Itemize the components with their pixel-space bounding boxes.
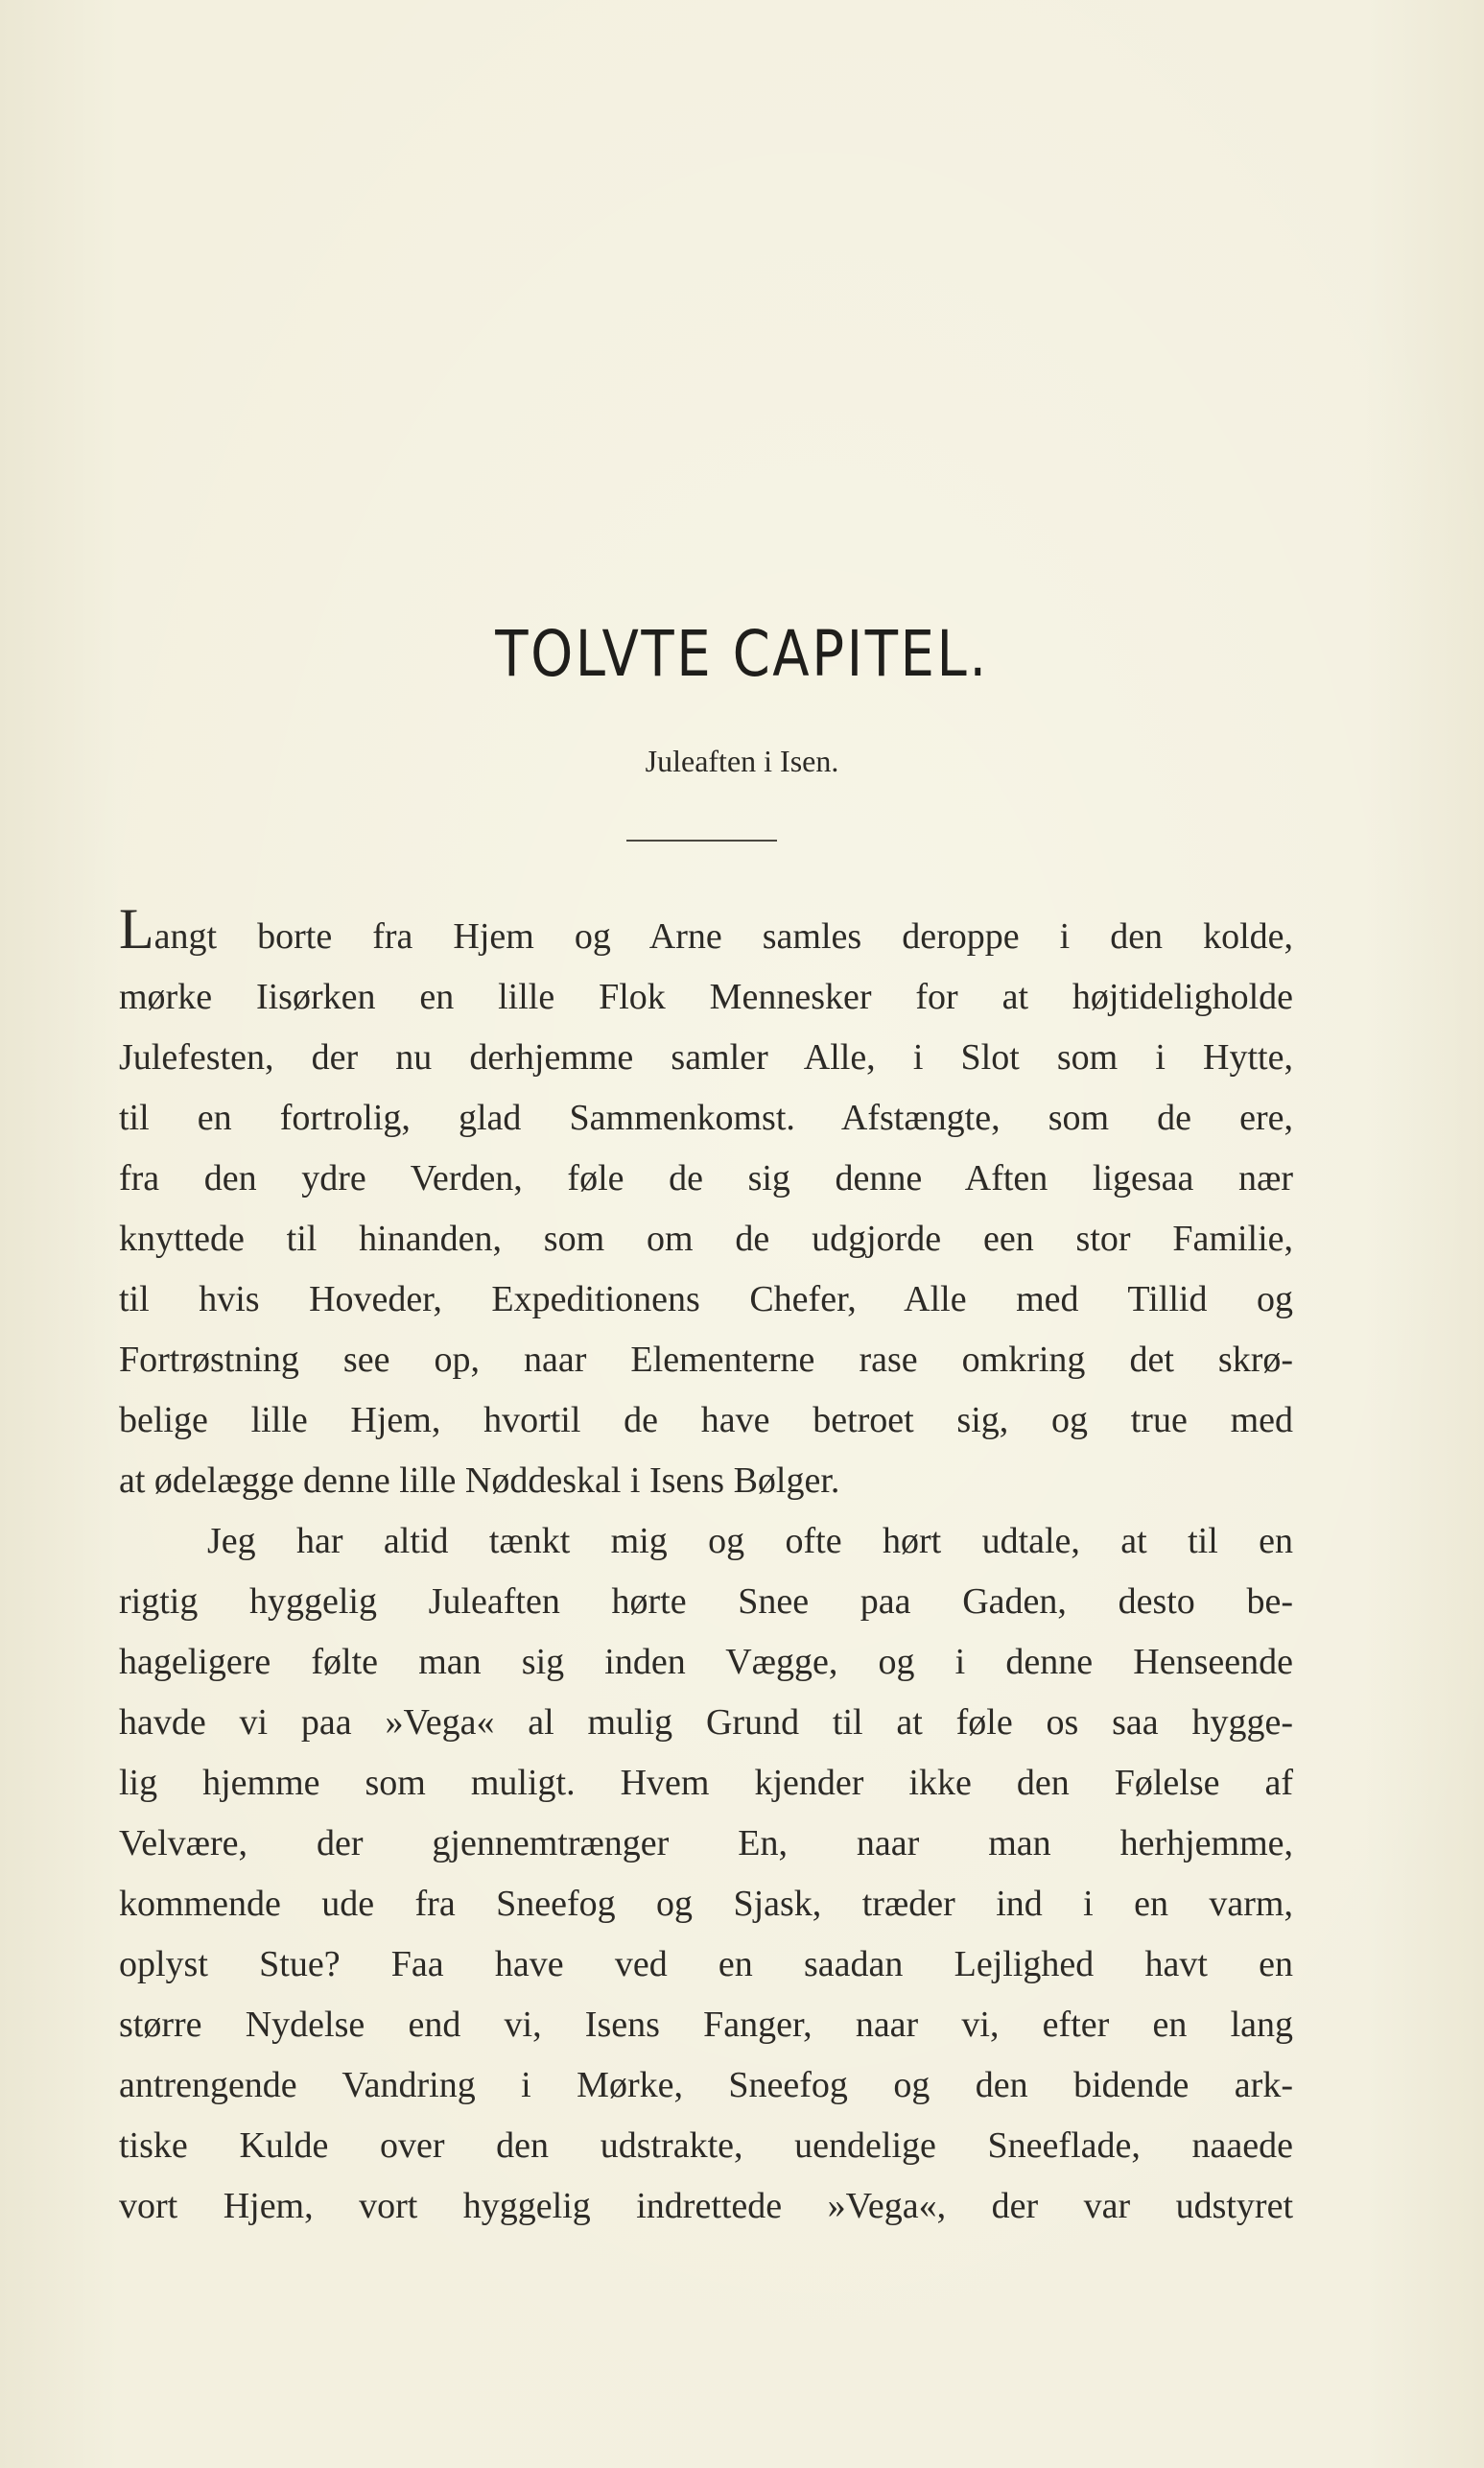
- drop-cap: L: [119, 897, 154, 961]
- text-line: rigtig hyggelig Juleaften hørte Snee paa Gaden, desto be-: [119, 1581, 1293, 1622]
- text-line: Fortrøstning see op, naar Elementerne rase omkring det skrø-: [119, 1340, 1293, 1380]
- title-divider: [626, 840, 777, 842]
- text-line: Jeg har altid tænkt mig og ofte hørt udtale, at til en: [207, 1521, 1293, 1561]
- body-text: [119, 897, 1293, 2237]
- text-line: oplyst Stue? Faa have ved en saadan Lejlighed havt en: [119, 1944, 1293, 1984]
- text-line: Langt borte fra Hjem og Arne samles deroppe i den kolde,: [119, 897, 1293, 961]
- text-line: større Nydelse end vi, Isens Fanger, naar vi, efter en lang: [119, 2005, 1293, 2045]
- text-line: belige lille Hjem, hvortil de have betroet sig, og true med: [119, 1400, 1293, 1440]
- chapter-subtitle: Juleaften i Isen.: [645, 744, 839, 778]
- text-line: kommende ude fra Sneefog og Sjask, træder ind i en varm,: [119, 1884, 1293, 1924]
- text-line: fra den ydre Verden, føle de sig denne Aften ligesaa nær: [119, 1158, 1293, 1198]
- text-line: Velvære, der gjennemtrænger En, naar man herhjemme,: [119, 1823, 1293, 1863]
- text-line: knyttede til hinanden, som om de udgjorde een stor Familie,: [119, 1219, 1293, 1259]
- chapter-title: TOLVTE CAPITEL.: [495, 617, 989, 691]
- text-line: mørke Iisørken en lille Flok Mennesker for at højtideligholde: [119, 977, 1293, 1017]
- text-line: hageligere følte man sig inden Vægge, og i denne Henseende: [119, 1642, 1293, 1682]
- text-line: at ødelægge denne lille Nøddeskal i Isens Bølger.: [119, 1460, 840, 1501]
- text-line: antrengende Vandring i Mørke, Sneefog og den bidende ark-: [119, 2065, 1293, 2105]
- text-line: havde vi paa »Vega« al mulig Grund til at føle os saa hygge-: [119, 1702, 1293, 1743]
- text-line: vort Hjem, vort hyggelig indrettede »Vega«, der var udstyret: [119, 2186, 1293, 2226]
- text-line: tiske Kulde over den udstrakte, uendelige Sneeflade, naaede: [119, 2125, 1293, 2166]
- text-line: Julefesten, der nu derhjemme samler Alle, i Slot som i Hytte,: [119, 1037, 1293, 1078]
- text-line: lig hjemme som muligt. Hvem kjender ikke den Følelse af: [119, 1763, 1293, 1803]
- text-line: til en fortrolig, glad Sammenkomst. Afstængte, som de ere,: [119, 1098, 1293, 1138]
- text-line: til hvis Hoveder, Expeditionens Chefer, Alle med Tillid og: [119, 1279, 1293, 1319]
